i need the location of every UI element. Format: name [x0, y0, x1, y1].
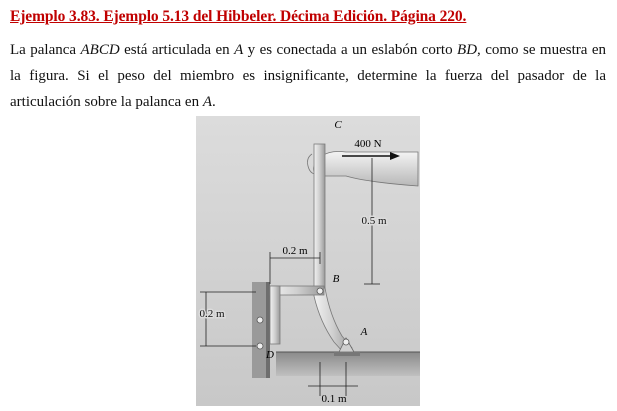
dim-02-top-label: 0.2 m	[282, 245, 308, 257]
pin-wall	[257, 317, 263, 323]
force-label: 400 N	[354, 138, 382, 150]
link-vertical	[270, 286, 280, 344]
dim-02-left-label: 0.2 m	[199, 308, 225, 320]
pin-d	[257, 343, 263, 349]
example-title: Ejemplo 3.83. Ejemplo 5.13 del Hibbeler. Décima Edición. Página 220.	[10, 8, 467, 25]
problem-statement: La palanca ABCD está articulada en A y es conectada a un eslabón corto BD, como se muestra en la figura. Si el peso del miembro es insignificante, determine la fuerza del pasador de la articulación sobre la palanca en A.	[10, 42, 607, 110]
lever-diagram	[196, 116, 420, 406]
pin-b	[317, 288, 323, 294]
label-c: C	[334, 119, 342, 131]
dim-05-label: 0.5 m	[361, 215, 387, 227]
pin-a	[343, 339, 349, 345]
label-a: A	[360, 326, 368, 338]
lever-upper	[314, 144, 325, 290]
wall	[252, 282, 266, 378]
label-b: B	[332, 273, 340, 285]
label-d: D	[266, 349, 274, 361]
lever-figure	[196, 116, 420, 406]
dim-01-label: 0.1 m	[321, 393, 347, 405]
